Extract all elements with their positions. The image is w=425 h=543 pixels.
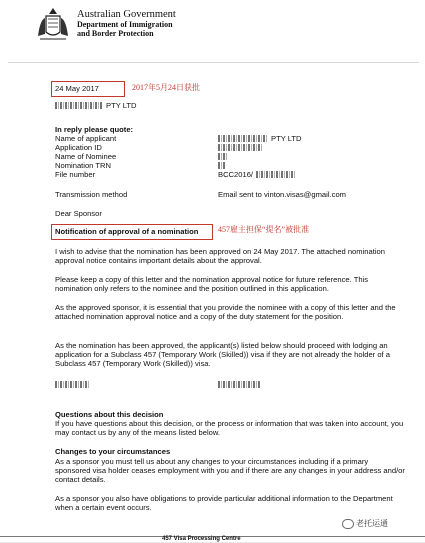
letter-date: 24 May 2017 (55, 84, 99, 93)
paragraph-changes: As a sponsor you must tell us about any changes to your circumstances including if a primary sponsored visa holder ceases employment with you and if there are any changes in your address and/or contact details. (55, 457, 405, 485)
gov-line-3: and Border Protection (77, 28, 154, 38)
paragraph-keep-copy: Please keep a copy of this letter and the nomination approval notice for future reference. This nomination only refers to the nominee and the position outlined in this application. (55, 275, 369, 294)
paragraph-proceed: As the nomination has been approved, the applicant(s) listed below should proceed with lodging an application for a Subclass 457 (Temporary Work (Skilled)) visa if they are not already the holder of a Subclass 457 (Temporary Work (Skilled)) visa. (55, 341, 390, 369)
value-transmission: Email sent to vinton.visas@gmail.com (218, 190, 346, 199)
label-nominee: Name of Nominee (55, 152, 117, 161)
label-trn: Nomination TRN (55, 161, 111, 170)
value-file-number: BCC2016/ (218, 170, 254, 179)
label-application-id: Application ID (55, 143, 102, 152)
wechat-icon (342, 519, 354, 529)
heading-changes: Changes to your circumstances (55, 447, 171, 456)
footer-text: 457 Visa Processing Centre (162, 536, 241, 542)
coat-of-arms-icon (34, 6, 72, 46)
label-file-number: File number (55, 170, 96, 179)
quote-heading: In reply please quote: (55, 125, 134, 134)
date-annotation: 2017年5月24日获批 (132, 83, 200, 92)
redacted-application-id (218, 144, 262, 151)
paragraph-approval: I wish to advise that the nomination has been approved on 24 May 2017. The attached nomination approval notice contains important details about the approval. (55, 247, 385, 266)
redacted-trn (218, 162, 226, 169)
letterhead (0, 0, 425, 62)
company-suffix: PTY LTD (106, 101, 137, 110)
redacted-applicant (218, 135, 268, 142)
watermark (342, 518, 388, 529)
paragraph-obligations: As a sponsor you also have obligations to provide particular additional information to the Department when a certain event occurs. (55, 494, 393, 513)
heading-questions: Questions about this decision (55, 410, 164, 419)
value-applicant: PTY LTD (271, 134, 302, 143)
watermark-text: 老托运通 (356, 519, 388, 528)
redacted-nominee (218, 153, 228, 160)
redacted-file-number (256, 171, 296, 178)
salutation: Dear Sponsor (55, 209, 102, 218)
redacted-applicant-detail (218, 381, 260, 388)
notice-annotation: 457雇主担保“提名”被批准 (218, 225, 310, 234)
government-title (77, 9, 176, 39)
gov-line-1: Australian Government (77, 9, 176, 20)
redacted-applicant-name (55, 381, 90, 388)
label-applicant: Name of applicant (55, 134, 117, 143)
paragraph-questions: If you have questions about this decision, or the process or information that was taken into account, you may contact us by any of the means listed below. (55, 419, 404, 438)
redacted-company-name (55, 102, 103, 109)
header-divider (8, 62, 419, 63)
gov-line-2: Department of Immigration (77, 19, 173, 29)
label-transmission: Transmission method (55, 190, 128, 199)
paragraph-provide-copy: As the approved sponsor, it is essential that you provide the nominee with a copy of this letter and the attached nomination approval notice and a copy of the duty statement for the position. (55, 303, 396, 322)
notice-title: Notification of approval of a nomination (55, 227, 199, 236)
